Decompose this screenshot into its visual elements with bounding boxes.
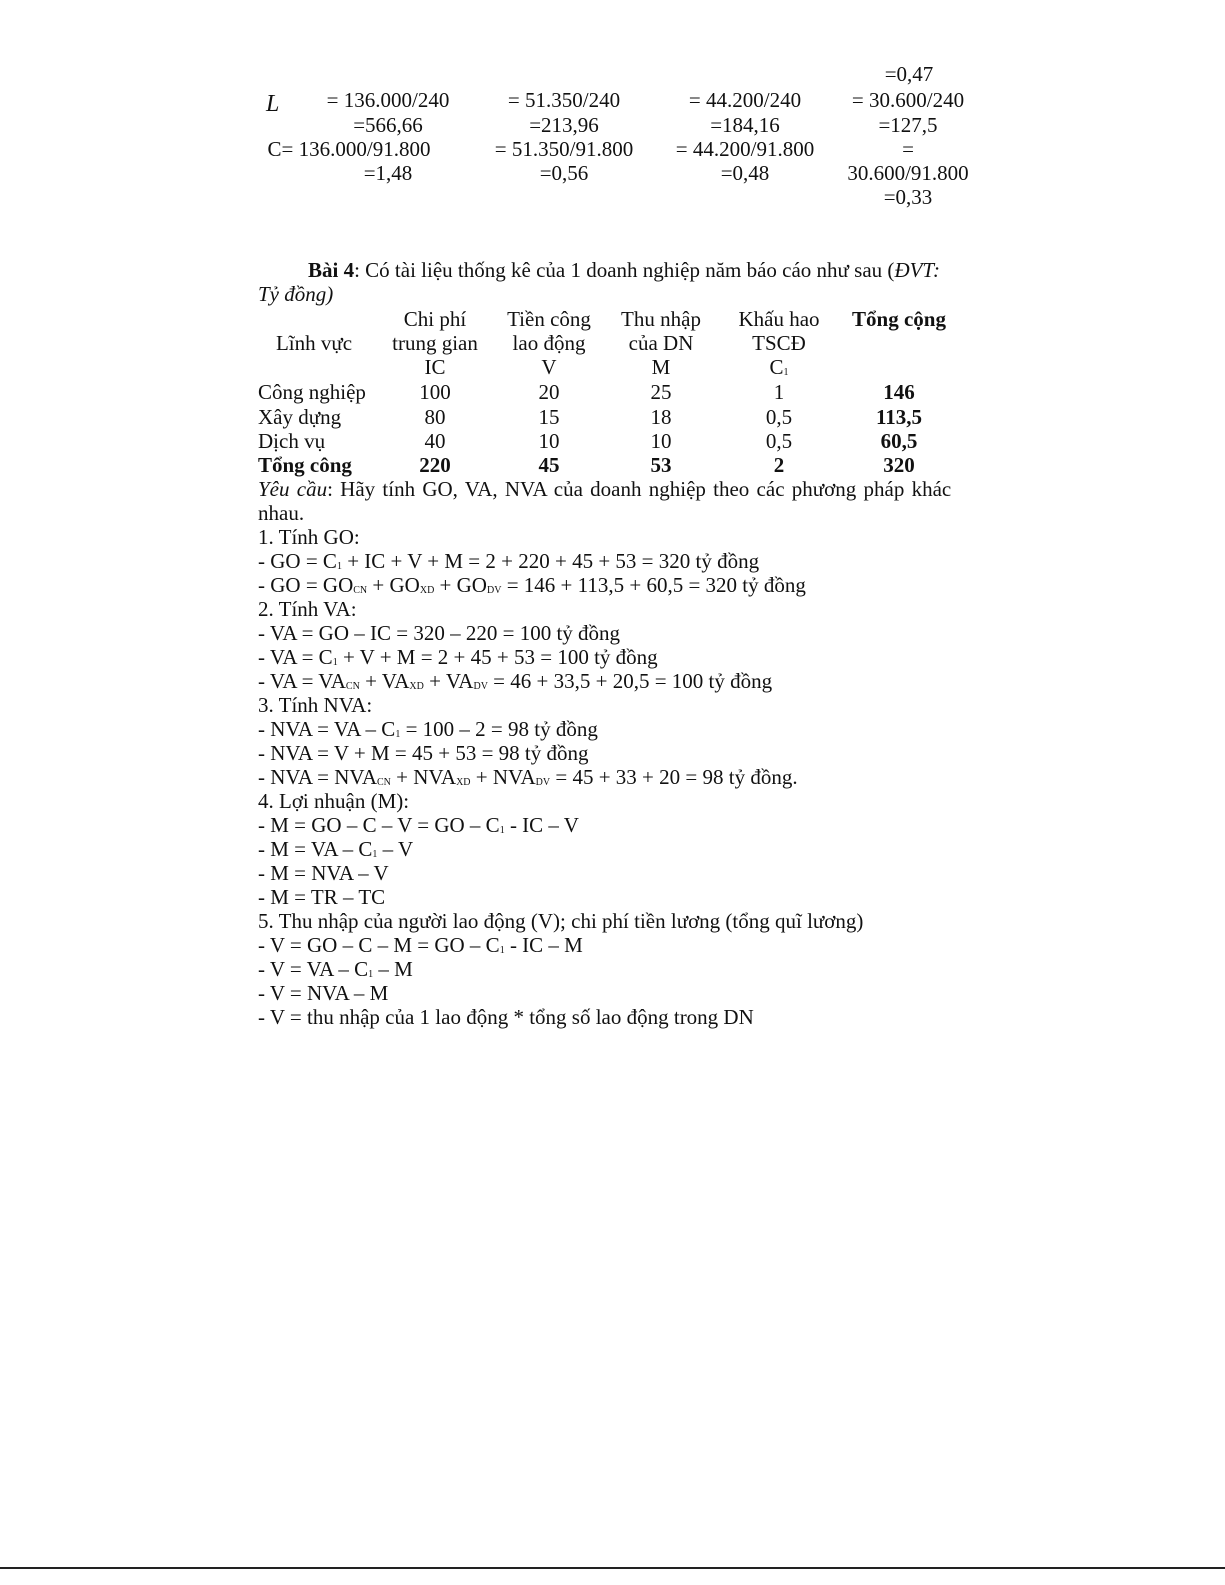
v-formula-3: - V = NVA – M: [258, 981, 389, 1005]
section-nva-heading: 3. Tính NVA:: [258, 693, 373, 717]
row-total-ic: 220: [419, 453, 451, 477]
row-3-label: Dịch vụ: [258, 429, 326, 453]
v-formula-1: - V = GO – C – M = GO – C1 - IC – M: [258, 933, 583, 957]
m-formula-3: - M = NVA – V: [258, 861, 389, 885]
exercise-unit: ĐVT:: [894, 258, 940, 282]
row-3-c: 0,5: [765, 429, 793, 453]
row-1-v: 20: [538, 380, 560, 404]
row-1-label: Công nghiệp: [258, 380, 366, 404]
m-formula-4: - M = TR – TC: [258, 885, 386, 909]
row-2-c: 0,5: [765, 405, 793, 429]
row-1-total: 146: [883, 380, 915, 404]
exercise-unit-cont: Tỷ đồng): [258, 282, 334, 306]
top-col5-pre: =0,47: [884, 62, 934, 86]
th-ic-1: Chi phí: [403, 307, 467, 331]
go-formula-1: - GO = C1 + IC + V + M = 2 + 220 + 45 + 53 = 320 tỷ đồng: [258, 549, 760, 573]
top-C-res-2: =0,56: [539, 161, 589, 185]
row-total-v: 45: [538, 453, 560, 477]
th-c-3-sub: 1: [783, 367, 789, 378]
top-C-res-1: =1,48: [363, 161, 413, 185]
th-total: Tổng cộng: [852, 307, 946, 331]
row-total-label: Tổng công: [258, 453, 352, 477]
th-m-1: Thu nhập: [621, 307, 701, 331]
section-go-heading: 1. Tính GO:: [258, 525, 360, 549]
va-formula-1: - VA = GO – IC = 320 – 220 = 100 tỷ đồng: [258, 621, 621, 645]
exercise-heading: [308, 258, 940, 282]
page-bottom-rule: [0, 1567, 1225, 1569]
top-L-label: L: [266, 91, 280, 117]
top-C-cell-2: = 51.350/91.800: [494, 137, 634, 161]
requirement-text: : Hãy tính GO, VA, NVA của doanh nghiệp theo các phương pháp khác: [327, 477, 952, 501]
th-v-3: V: [541, 355, 557, 379]
top-L-res-1: =566,66: [353, 113, 423, 137]
requirement-line-1: [258, 477, 951, 501]
va-formula-2: - VA = C1 + V + M = 2 + 45 + 53 = 100 tỷ đồng: [258, 645, 658, 669]
row-1-c: 1: [773, 380, 785, 404]
nva-formula-1: - NVA = VA – C1 = 100 – 2 = 98 tỷ đồng: [258, 717, 598, 741]
exercise-title: Bài 4: [308, 258, 355, 282]
section-va-heading: 2. Tính VA:: [258, 597, 357, 621]
top-C-cell-3: = 44.200/91.800: [675, 137, 815, 161]
top-L-cell-3: = 44.200/240: [688, 88, 802, 112]
top-L-res-2: =213,96: [529, 113, 599, 137]
top-C-cell-1: C= 136.000/91.800: [267, 137, 431, 161]
row-2-ic: 80: [424, 405, 446, 429]
top-L-cell-2: = 51.350/240: [507, 88, 621, 112]
row-1-m: 25: [650, 380, 672, 404]
row-3-m: 10: [650, 429, 672, 453]
section-v-heading: 5. Thu nhập của người lao động (V); chi phí tiền lương (tổng quĩ lương): [258, 909, 864, 933]
row-2-m: 18: [650, 405, 672, 429]
th-c-3-letter: C: [769, 355, 784, 379]
nva-formula-2: - NVA = V + M = 45 + 53 = 98 tỷ đồng: [258, 741, 589, 765]
row-2-label: Xây dựng: [258, 405, 342, 429]
row-3-ic: 40: [424, 429, 446, 453]
top-L-res-3: =184,16: [710, 113, 780, 137]
requirement-label: Yêu cầu: [258, 477, 328, 501]
row-2-v: 15: [538, 405, 560, 429]
row-total-c: 2: [773, 453, 785, 477]
row-3-total: 60,5: [880, 429, 918, 453]
row-total-m: 53: [650, 453, 672, 477]
v-formula-4: - V = thu nhập của 1 lao động * tổng số lao động trong DN: [258, 1005, 754, 1029]
row-total-total: 320: [883, 453, 915, 477]
m-formula-2: - M = VA – C1 – V: [258, 837, 414, 861]
top-C-last: =0,33: [883, 185, 933, 209]
th-ic-2: trung gian: [392, 331, 478, 355]
top-C-res-4: 30.600/91.800: [847, 161, 969, 185]
top-C-cell-4: =: [902, 137, 914, 161]
nva-formula-3: - NVA = NVACN + NVAXD + NVADV = 45 + 33 + 20 = 98 tỷ đồng.: [258, 765, 798, 789]
row-2-total: 113,5: [875, 405, 923, 429]
th-c-2: TSCĐ: [752, 331, 806, 355]
requirement-line-2: nhau.: [258, 501, 305, 525]
th-v-1: Tiền công: [507, 307, 591, 331]
exercise-intro: : Có tài liệu thống kê của 1 doanh nghiệp năm báo cáo như sau (: [354, 258, 895, 282]
row-1-ic: 100: [419, 380, 451, 404]
go-formula-2: - GO = GOCN + GOXD + GODV = 146 + 113,5 + 60,5 = 320 tỷ đồng: [258, 573, 806, 597]
th-ic-3: IC: [424, 355, 446, 379]
v-formula-2: - V = VA – C1 – M: [258, 957, 413, 981]
th-field: Lĩnh vực: [275, 331, 353, 355]
section-m-heading: 4. Lợi nhuận (M):: [258, 789, 410, 813]
th-m-2: của DN: [628, 331, 694, 355]
m-formula-1: - M = GO – C – V = GO – C1 - IC – V: [258, 813, 579, 837]
th-m-3: M: [651, 355, 671, 379]
th-c-1: Khấu hao: [738, 307, 820, 331]
row-3-v: 10: [538, 429, 560, 453]
va-formula-3: - VA = VACN + VAXD + VADV = 46 + 33,5 + 20,5 = 100 tỷ đồng: [258, 669, 773, 693]
top-L-cell-1: = 136.000/240: [326, 88, 450, 112]
top-C-res-3: =0,48: [720, 161, 770, 185]
top-L-res-4: =127,5: [878, 113, 938, 137]
th-v-2: lao động: [512, 331, 586, 355]
top-L-cell-4: = 30.600/240: [851, 88, 965, 112]
